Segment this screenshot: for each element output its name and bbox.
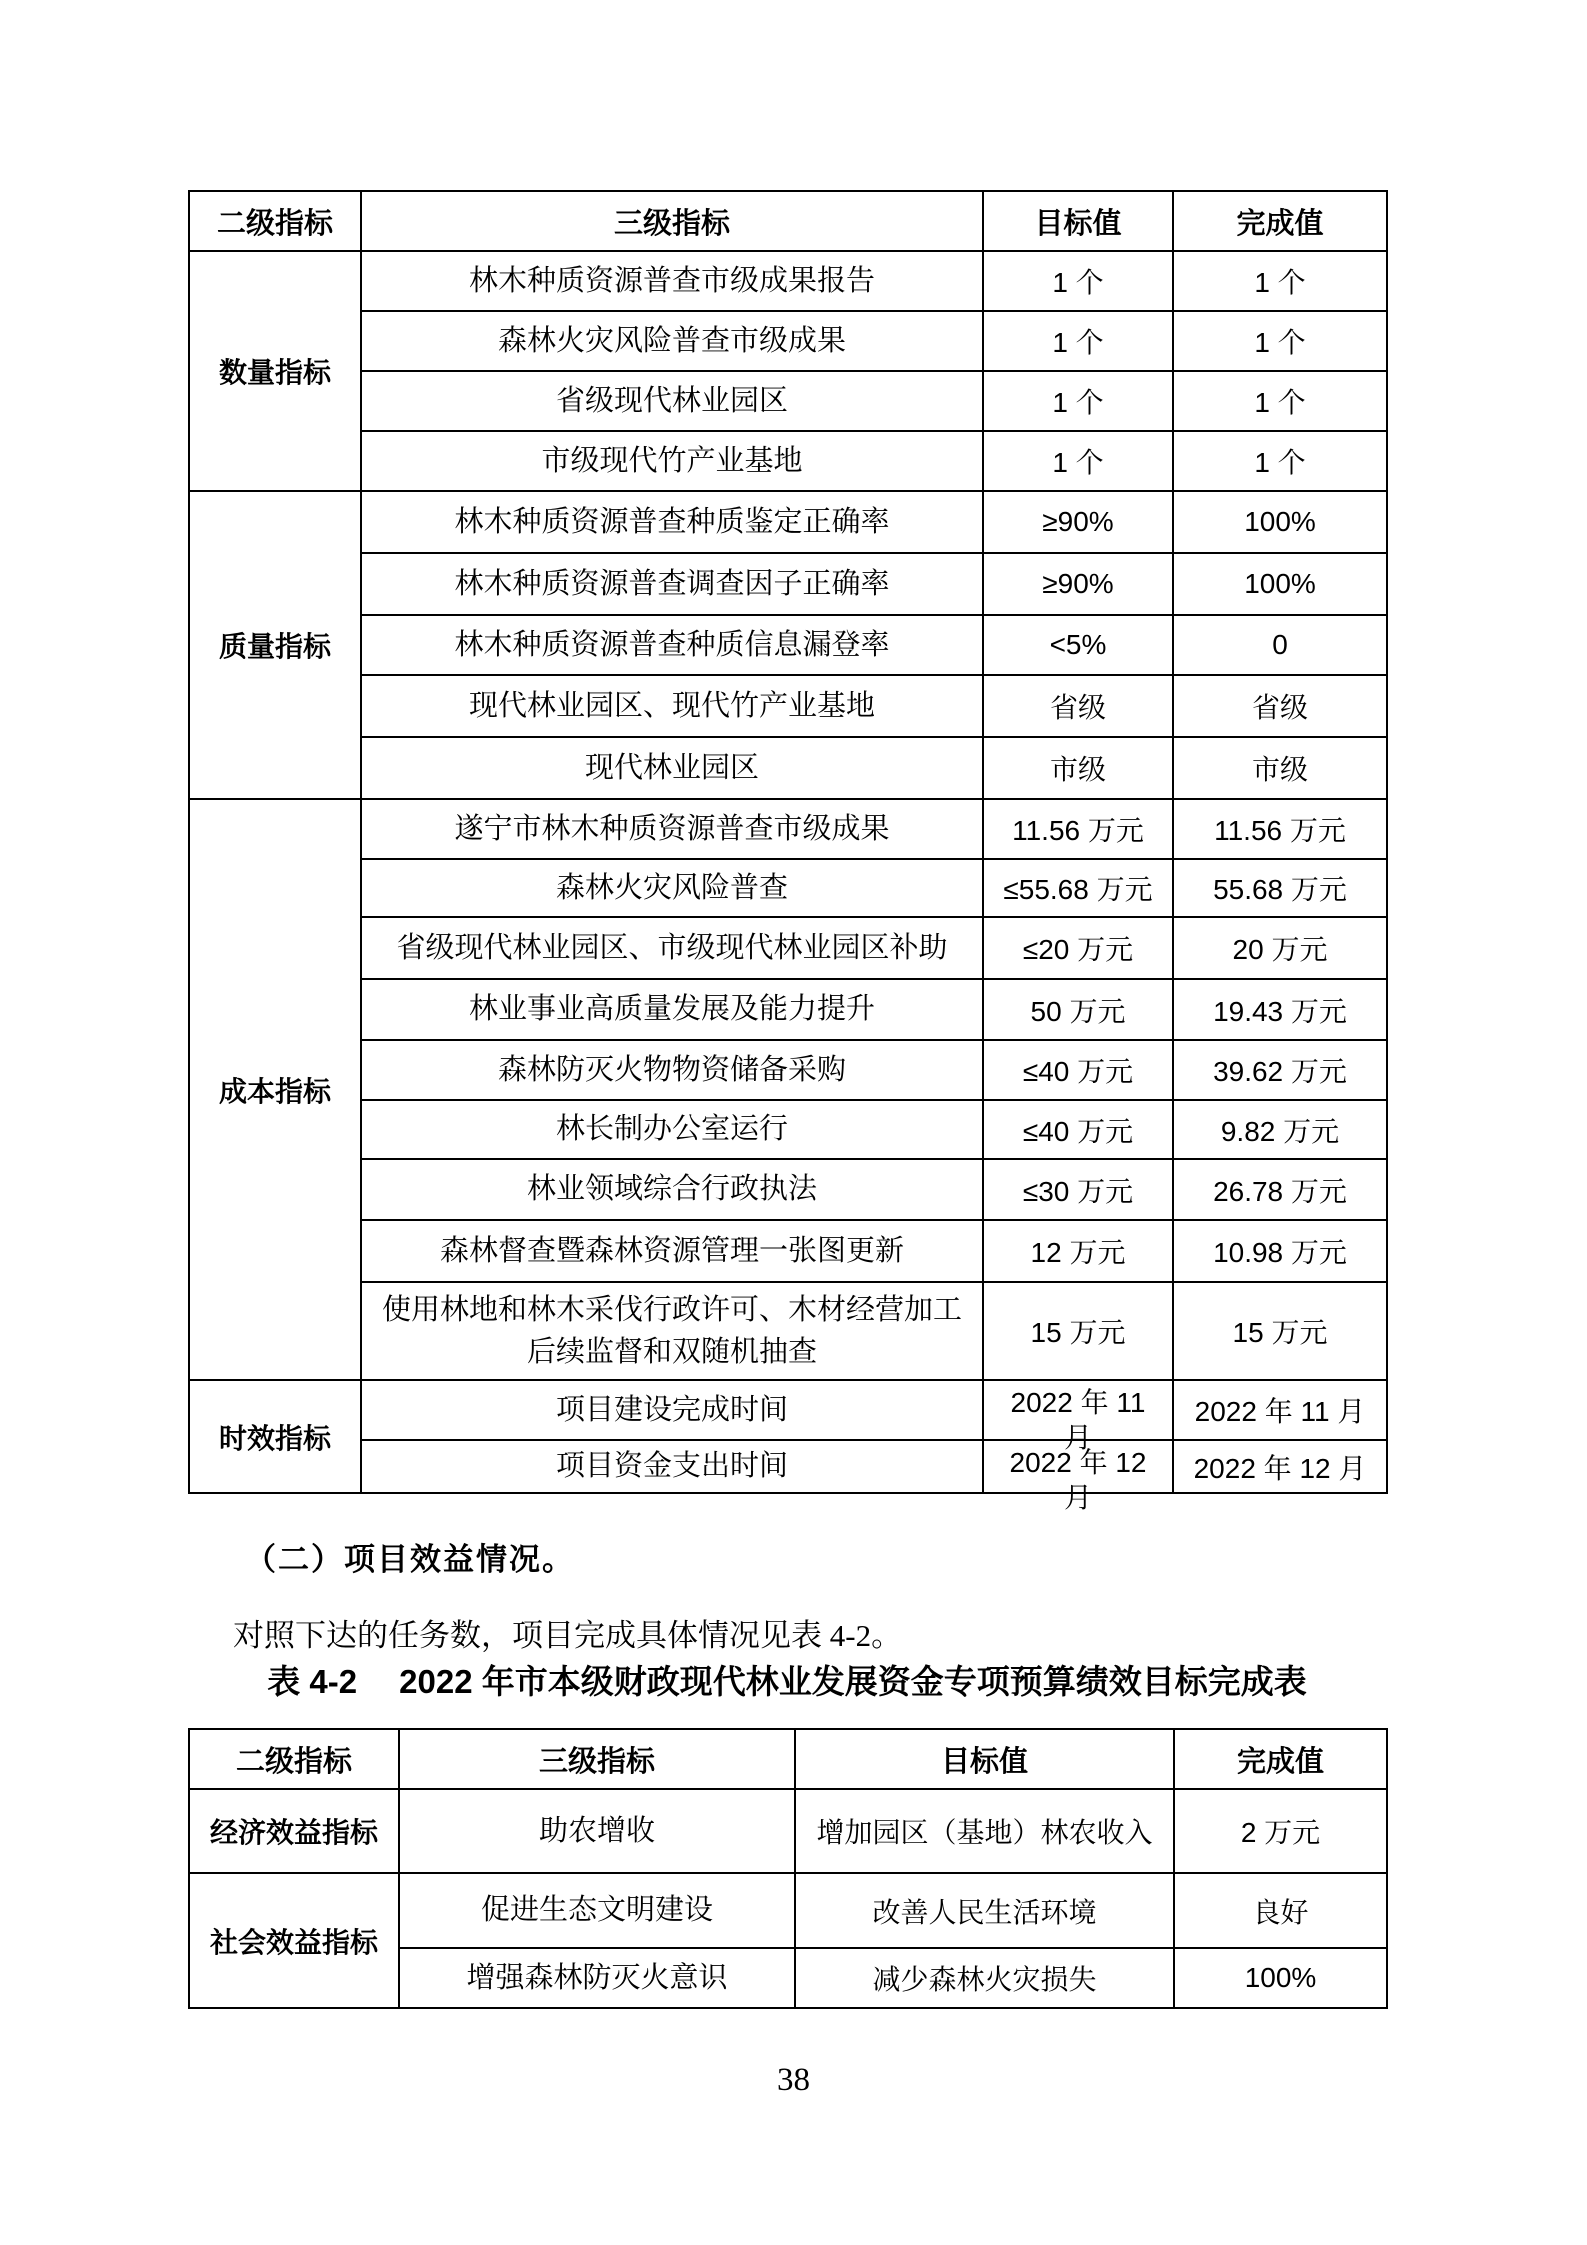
table-row <box>189 371 1387 431</box>
completion-value-cell: 2022 年 11 月 <box>1173 1380 1387 1440</box>
table2-caption <box>188 1656 1386 1703</box>
column-header: 二级指标 <box>189 1729 399 1789</box>
completion-value-cell: 10.98 万元 <box>1173 1220 1387 1282</box>
target-value-cell: 2022 年 12 月 <box>983 1440 1173 1493</box>
completion-value-cell: 1 个 <box>1173 371 1387 431</box>
table-row <box>189 251 1387 311</box>
table-row <box>189 737 1387 799</box>
benefit-indicator-table <box>188 1728 1388 2009</box>
indicator-cell: 使用林地和林木采伐行政许可、木材经营加工后续监督和双随机抽查 <box>361 1282 983 1380</box>
table-row <box>189 431 1387 491</box>
completion-value-cell: 市级 <box>1173 737 1387 799</box>
target-value-cell: ≤55.68 万元 <box>983 859 1173 917</box>
indicator-cell: 市级现代竹产业基地 <box>361 431 983 491</box>
table-row <box>189 1282 1387 1380</box>
column-header: 三级指标 <box>361 191 983 251</box>
completion-value-cell: 1 个 <box>1173 311 1387 371</box>
indicator-cell: 项目建设完成时间 <box>361 1380 983 1440</box>
section-heading: （二）项目效益情况。 <box>245 1542 575 1577</box>
completion-value-cell: 2022 年 12 月 <box>1173 1440 1387 1493</box>
completion-value-cell: 100% <box>1173 491 1387 553</box>
column-header: 目标值 <box>795 1729 1174 1789</box>
target-value-cell: 2022 年 11 月 <box>983 1380 1173 1440</box>
table1-body <box>189 251 1387 1513</box>
table2-header <box>189 1729 1387 1789</box>
indicator-cell: 林木种质资源普查种质信息漏登率 <box>361 615 983 675</box>
column-header: 完成值 <box>1173 191 1387 251</box>
table2-caption-label: 表 4-2 <box>267 1663 358 1700</box>
table-row <box>189 675 1387 737</box>
table-row <box>189 1380 1387 1440</box>
target-value-cell: 市级 <box>983 737 1173 799</box>
target-value-cell: ≤30 万元 <box>983 1159 1173 1220</box>
indicator-cell: 森林火灾风险普查市级成果 <box>361 311 983 371</box>
table2-caption-title: 2022 年市本级财政现代林业发展资金专项预算绩效目标完成表 <box>399 1663 1307 1700</box>
column-header: 目标值 <box>983 191 1173 251</box>
column-header: 二级指标 <box>189 191 361 251</box>
indicator-cell: 林业领域综合行政执法 <box>361 1159 983 1220</box>
target-value-cell: ≤20 万元 <box>983 917 1173 979</box>
target-value-cell: 12 万元 <box>983 1220 1173 1282</box>
indicator-cell: 林木种质资源普查市级成果报告 <box>361 251 983 311</box>
table1-header <box>189 191 1387 251</box>
table-row <box>189 799 1387 859</box>
target-value-cell: 1 个 <box>983 311 1173 371</box>
table-row <box>189 311 1387 371</box>
completion-value-cell: 0 <box>1173 615 1387 675</box>
table-row <box>189 1440 1387 1493</box>
group-label-cell: 经济效益指标 <box>189 1789 399 1873</box>
page-number: 38 <box>777 2062 810 2098</box>
indicator-cell: 省级现代林业园区 <box>361 371 983 431</box>
completion-value-cell: 11.56 万元 <box>1173 799 1387 859</box>
indicator-cell: 森林防灭火物物资储备采购 <box>361 1040 983 1100</box>
completion-value-cell: 19.43 万元 <box>1173 979 1387 1040</box>
completion-value-cell: 9.82 万元 <box>1173 1100 1387 1159</box>
target-value-cell: 1 个 <box>983 431 1173 491</box>
target-value-cell: <5% <box>983 615 1173 675</box>
indicator-cell: 省级现代林业园区、市级现代林业园区补助 <box>361 917 983 979</box>
indicator-cell: 遂宁市林木种质资源普查市级成果 <box>361 799 983 859</box>
group-label-cell: 时效指标 <box>189 1380 361 1493</box>
completion-value-cell: 2 万元 <box>1174 1789 1387 1873</box>
completion-value-cell: 100% <box>1174 1948 1387 2008</box>
table-row <box>189 979 1387 1040</box>
group-label-cell: 社会效益指标 <box>189 1873 399 2008</box>
table-row <box>189 859 1387 917</box>
table-row <box>189 917 1387 979</box>
target-value-cell: ≥90% <box>983 491 1173 553</box>
completion-value-cell: 100% <box>1173 553 1387 615</box>
table-row <box>189 1040 1387 1100</box>
intro-paragraph: 对照下达的任务数，项目完成具体情况见表 4-2。 <box>233 1618 903 1653</box>
table-row <box>189 553 1387 615</box>
completion-value-cell: 55.68 万元 <box>1173 859 1387 917</box>
table-row <box>189 615 1387 675</box>
column-header: 三级指标 <box>399 1729 795 1789</box>
target-value-cell: 省级 <box>983 675 1173 737</box>
target-value-cell: 增加园区（基地）林农收入 <box>795 1789 1174 1873</box>
completion-value-cell: 39.62 万元 <box>1173 1040 1387 1100</box>
target-value-cell: 减少森林火灾损失 <box>795 1948 1174 2008</box>
indicator-cell: 现代林业园区、现代竹产业基地 <box>361 675 983 737</box>
table-row <box>189 1100 1387 1159</box>
target-value-cell: 11.56 万元 <box>983 799 1173 859</box>
indicator-cell: 增强森林防灭火意识 <box>399 1948 795 2008</box>
target-value-cell: 1 个 <box>983 251 1173 311</box>
target-value-cell: 50 万元 <box>983 979 1173 1040</box>
target-value-cell: 改善人民生活环境 <box>795 1873 1174 1948</box>
indicator-cell: 森林督查暨森林资源管理一张图更新 <box>361 1220 983 1282</box>
target-value-cell: ≤40 万元 <box>983 1100 1173 1159</box>
indicator-cell: 林木种质资源普查种质鉴定正确率 <box>361 491 983 553</box>
table-row <box>189 1789 1387 1873</box>
target-value-cell: ≥90% <box>983 553 1173 615</box>
table-row <box>189 1220 1387 1282</box>
table-row <box>189 491 1387 553</box>
table2-body <box>189 1789 1387 2008</box>
group-label-cell: 数量指标 <box>189 251 361 491</box>
indicator-cell: 林木种质资源普查调查因子正确率 <box>361 553 983 615</box>
table-row <box>189 1159 1387 1220</box>
completion-value-cell: 1 个 <box>1173 251 1387 311</box>
group-label-cell: 质量指标 <box>189 491 361 799</box>
group-label-cell: 成本指标 <box>189 799 361 1380</box>
indicator-cell: 项目资金支出时间 <box>361 1440 983 1493</box>
completion-value-cell: 1 个 <box>1173 431 1387 491</box>
indicator-cell: 促进生态文明建设 <box>399 1873 795 1948</box>
indicator-cell: 森林火灾风险普查 <box>361 859 983 917</box>
completion-value-cell: 良好 <box>1174 1873 1387 1948</box>
indicator-cell: 助农增收 <box>399 1789 795 1873</box>
indicator-cell: 林长制办公室运行 <box>361 1100 983 1159</box>
performance-indicator-table <box>188 190 1388 1513</box>
completion-value-cell: 20 万元 <box>1173 917 1387 979</box>
target-value-cell: 1 个 <box>983 371 1173 431</box>
column-header: 完成值 <box>1174 1729 1387 1789</box>
indicator-cell: 林业事业高质量发展及能力提升 <box>361 979 983 1040</box>
target-value-cell: 15 万元 <box>983 1282 1173 1380</box>
completion-value-cell: 26.78 万元 <box>1173 1159 1387 1220</box>
completion-value-cell: 省级 <box>1173 675 1387 737</box>
table-row <box>189 1873 1387 1948</box>
completion-value-cell: 15 万元 <box>1173 1282 1387 1380</box>
indicator-cell: 现代林业园区 <box>361 737 983 799</box>
target-value-cell: ≤40 万元 <box>983 1040 1173 1100</box>
